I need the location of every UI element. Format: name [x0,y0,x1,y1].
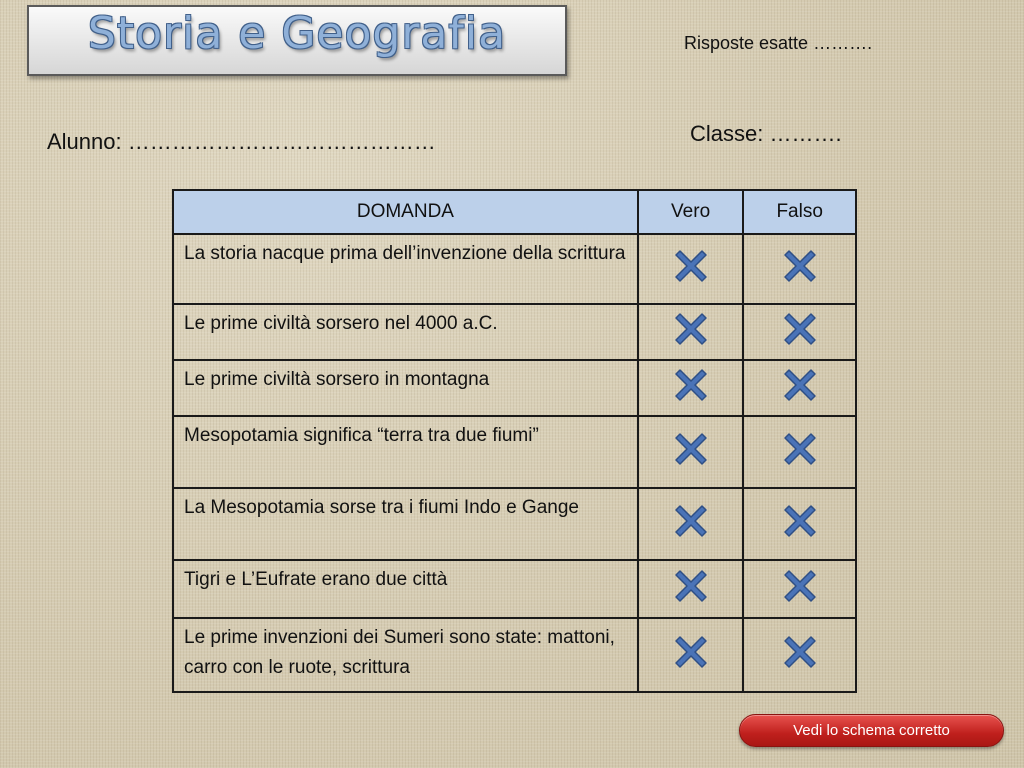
falso-cell [743,304,856,360]
question-text: Le prime civiltà sorsero in montagna [173,360,638,416]
vero-cell [638,560,744,618]
vero-cell [638,416,744,488]
vero-cell [638,234,744,304]
vero-x-mark-icon[interactable] [673,248,709,284]
vero-x-mark-icon[interactable] [673,367,709,403]
header-falso: Falso [743,190,856,234]
table-row [173,488,856,560]
falso-x-mark-icon[interactable] [782,568,818,604]
table-row [173,416,856,488]
vero-cell [638,488,744,560]
question-text: Le prime civiltà sorsero nel 4000 a.C. [173,304,638,360]
table-row [173,618,856,692]
vero-x-mark-icon[interactable] [673,503,709,539]
falso-cell [743,560,856,618]
falso-cell [743,234,856,304]
falso-cell [743,488,856,560]
quiz-table-body [173,234,856,692]
falso-cell [743,618,856,692]
title-banner [27,5,567,76]
vero-cell [638,360,744,416]
falso-cell [743,416,856,488]
table-header-row [173,190,856,234]
vero-x-mark-icon[interactable] [673,568,709,604]
risposte-esatte-label: Risposte esatte ………. [684,33,873,53]
vero-cell [638,618,744,692]
falso-x-mark-icon[interactable] [782,634,818,670]
classe-label: Classe: ………. [690,121,842,146]
vero-x-mark-icon[interactable] [673,431,709,467]
header-domanda: DOMANDA [173,190,638,234]
vero-x-mark-icon[interactable] [673,634,709,670]
vero-cell [638,304,744,360]
table-row [173,360,856,416]
falso-x-mark-icon[interactable] [782,311,818,347]
falso-x-mark-icon[interactable] [782,431,818,467]
question-text: La Mesopotamia sorse tra i fiumi Indo e Gange [173,488,638,560]
header-vero: Vero [638,190,744,234]
question-text: Le prime invenzioni dei Sumeri sono state: mattoni, carro con le ruote, scrittura [173,618,638,692]
question-text: Mesopotamia significa “terra tra due fiumi” [173,416,638,488]
alunno-label: Alunno: …………………………………… [47,129,436,154]
quiz-table [172,189,857,693]
table-row [173,234,856,304]
falso-cell [743,360,856,416]
show-correct-answers-button[interactable]: Vedi lo schema corretto [739,714,1004,747]
vero-x-mark-icon[interactable] [673,311,709,347]
question-text: Tigri e L’Eufrate erano due città [173,560,638,618]
table-row [173,560,856,618]
falso-x-mark-icon[interactable] [782,503,818,539]
falso-x-mark-icon[interactable] [782,248,818,284]
falso-x-mark-icon[interactable] [782,367,818,403]
question-text: La storia nacque prima dell’invenzione della scrittura [173,234,638,304]
page-title: Storia e Geografia [87,8,507,59]
table-row [173,304,856,360]
